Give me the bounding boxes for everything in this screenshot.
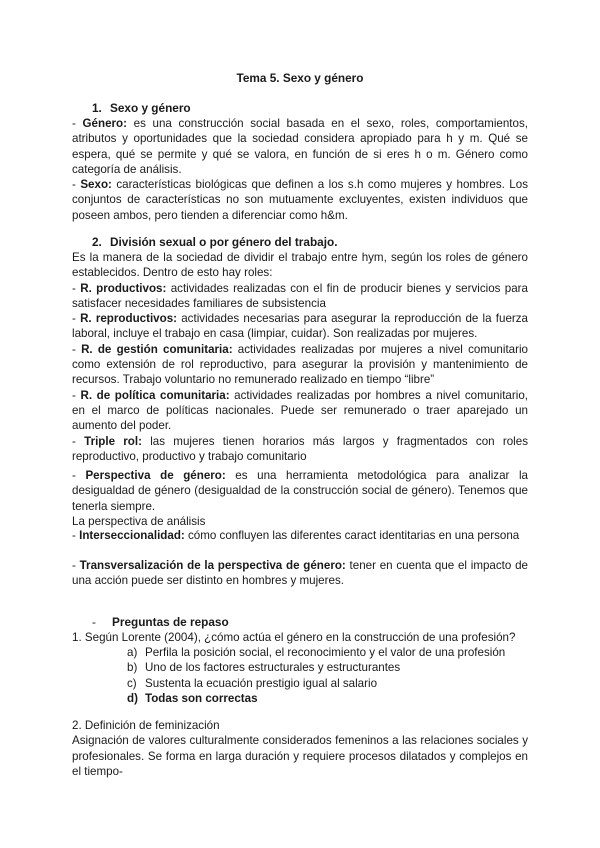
rol-productivos (72, 281, 528, 312)
question-2 (72, 718, 528, 779)
section2-number: 2. (92, 235, 102, 249)
genero-definition (72, 116, 528, 177)
section2-body (72, 250, 528, 464)
transversalizacion (72, 558, 528, 589)
preguntas-bullet: - (92, 615, 96, 629)
option-c-letter: c) (127, 676, 137, 690)
section1-heading (92, 101, 191, 116)
interseccionalidad-term: Interseccionalidad: (79, 529, 185, 542)
transversalizacion-term: Transversalización de la perspectiva de género: (79, 559, 346, 572)
politica-term: R. de política comunitaria: (80, 388, 230, 402)
genero-term: Género: (82, 117, 127, 130)
preguntas-heading (92, 615, 229, 630)
option-c (127, 676, 505, 691)
triple-prefix: - (72, 434, 85, 448)
transversalizacion-text: tener en cuenta que el impacto de una acción puede ser distinto en hombres y mujeres. (72, 559, 528, 588)
question-1 (72, 630, 528, 645)
genero-prefix: - (72, 117, 83, 130)
section1-number: 1. (92, 101, 102, 115)
sexo-text: características biológicas que definen a los s.h como mujeres y hombres. Los conjuntos de características no son mutuamente excluyentes, existen individuos que poseen ambos, pero tienden a diferenciar como h&m. (72, 178, 528, 222)
question-1-options (127, 645, 505, 706)
preguntas-title: Preguntas de repaso (112, 615, 229, 629)
interseccionalidad (72, 528, 528, 543)
option-b-text: Uno de los factores estructurales y estructurantes (145, 661, 401, 675)
option-d (127, 691, 505, 706)
option-d-text: Todas son correctas (145, 691, 258, 705)
rol-gestion-comunitaria (72, 342, 528, 388)
rol-reproductivos (72, 311, 528, 342)
rol-politica-comunitaria (72, 388, 528, 434)
section1-title: Sexo y género (110, 101, 191, 115)
interseccionalidad-text: cómo confluyen las diferentes caract identitarias en una persona (184, 529, 520, 542)
transversalizacion-prefix: - (72, 559, 80, 572)
productivos-prefix: - (72, 281, 81, 295)
question-2-answer: Asignación de valores culturalmente considerados femeninos a las relaciones sociales y profesionales. Se forma en larga duración y requiere procesos dilatados y complejos en el tiempo- (72, 734, 528, 778)
sexo-definition (72, 177, 528, 223)
option-b (127, 660, 505, 675)
option-c-text: Sustenta la ecuación prestigio igual al salario (145, 676, 378, 690)
gestion-text: actividades realizadas por mujeres a nivel comunitario como extensión de rol reproductivo, para asegurar la provisión y mantenimiento de recursos. Trabajo voluntario no remunerado realizado en tiempo “libre” (72, 342, 528, 387)
section2-title: División sexual o por género del trabajo. (110, 235, 338, 249)
reproductivos-text: actividades necesarias para asegurar la reproducción de la fuerza laboral, incluye el trabajo en casa (limpiar, cuidar). Son realizadas por mujeres. (72, 312, 529, 341)
politica-text: actividades realizadas por hombres a nivel comunitario, en el marco de políticas nacionales. Puede ser remunerado o traer aparejado un aumento del poder. (72, 388, 528, 433)
triple-term: Triple rol: (84, 434, 142, 448)
option-a-letter: a) (127, 646, 138, 659)
perspectiva-term: Perspectiva de género: (85, 469, 226, 482)
section2-intro: Es la manera de la sociedad de dividir el trabajo entre hym, según los roles de género establecidos. Dentro de esto hay roles: (72, 251, 528, 280)
option-d-letter: d) (127, 691, 138, 705)
sexo-term: Sexo: (80, 178, 112, 191)
perspectiva-prefix: - (72, 469, 86, 482)
question-1-text: 1. Según Lorente (2004), ¿cómo actúa el género en la construcción de una profesión? (72, 631, 516, 644)
option-b-letter: b) (127, 661, 138, 675)
perspectiva-text: es una herramienta metodológica para analizar la desigualdad de género (desigualdad de la construcción social de género). Tenemos que tenerla siempre. (72, 469, 528, 513)
perspectiva-line2: La perspectiva de análisis (72, 514, 206, 528)
reproductivos-prefix: - (72, 312, 81, 326)
option-a (127, 645, 505, 660)
triple-text: las mujeres tienen horarios más largos y fragmentados con roles reproductivo, productivo y trabajo comunitario (72, 434, 529, 463)
triple-rol (72, 434, 528, 465)
interseccionalidad-prefix: - (72, 529, 80, 542)
section2-heading (92, 235, 337, 250)
page-title: Tema 5. Sexo y género (236, 71, 364, 85)
option-a-text: Perfila la posición social, el reconocimiento y el valor de una profesión (145, 646, 506, 659)
gestion-term: R. de gestión comunitaria: (81, 342, 233, 356)
question-2-text: 2. Definición de feminización (72, 719, 220, 732)
politica-prefix: - (72, 388, 81, 402)
productivos-text: actividades realizadas con el fin de producir bienes y servicios para satisfacer necesidades familiares de subsistencia (72, 281, 528, 310)
gestion-prefix: - (72, 342, 82, 356)
reproductivos-term: R. reproductivos: (80, 312, 178, 326)
genero-text: es una construcción social basada en el sexo, roles, comportamientos, atributos y oportunidades que la sociedad considera apropiado para h y m. Qué se espera, qué se permite y qué se valora, en función de si eres h o m. Género como categoría de análisis. (72, 117, 528, 176)
sexo-prefix: - (72, 178, 81, 191)
productivos-term: R. productivos: (80, 281, 167, 295)
perspectiva-genero (72, 468, 528, 529)
